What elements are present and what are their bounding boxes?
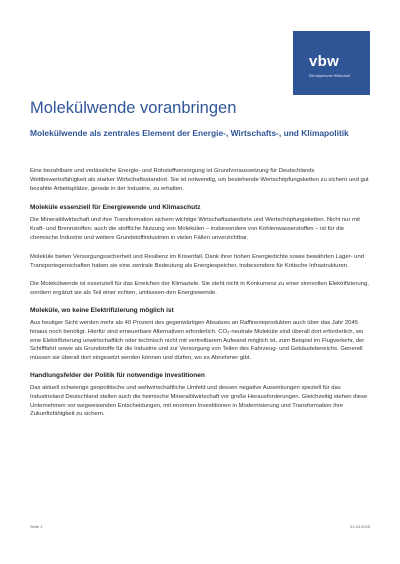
body-paragraph: Aus heutiger Sicht werden mehr als 40 Prozent des gegenwärtigen Absatzes an Raffinerieprodukten auch über das Jahr 2045 hinaus noch benötigt. Hierfür sind erneuerbare Alternativen erforderlich. CO₂-neutrale Moleküle sind überall dort erforderlich, wo eine Elektrifizierung unwirtschaftlich oder technisch nicht mit vertretbarem Aufwand möglich ist, zum Beispiel im Flugverkehr, der Schifffahrt sowie als Grundstoffe für die Industrie und zur Versorgung von Teilen des Fahrzeug- und Gebäudebereichs. Generell müssen sie überall dort eingesetzt werden können und dürfen, wo es Abnehmer gibt. <box>30 319 365 362</box>
section-heading: Moleküle, wo keine Elektrifizierung möglich ist <box>30 306 174 314</box>
body-paragraph: Moleküle bieten Versorgungssicherheit und Resilienz im Krisenfall. Dank ihrer hohen Energiedichte sowie bewährten Lager- und Transportegenschaften haben sie eine zentrale Bedeutung als Energiespeicher, insbesondere für Kritische Infrastrukturen. <box>30 253 364 269</box>
body-paragraph: Die Mineralölwirtschaft und ihre Transformation sichern wichtige Wirtschaftsstandorte und Wertschöpfungsketten. Nicht nur mit Kraft- und Brennstoffen: auch die stoffliche Nutzung von Molekülen – insbesondere von Kohlenwasserstoffen – ist für die chemische Industrie und weitere Grundstoffindustrien in vielen Fällen unverzichtbar. <box>30 217 360 241</box>
vbw-logo <box>293 31 370 95</box>
body-paragraph: Die Molekülwende ist essenziell für das Erreichen der Klimaziele. Sie steht nicht in Konkurrenz zu einer sinnvollen Elektrifizierung, sondern ergänzt sie als Teil einer echten, umfassen-den Energiewende. <box>30 281 369 297</box>
document-date: 31.03.2025 <box>349 524 370 529</box>
page-number: Seite 1 <box>30 524 43 529</box>
logo-tagline: Die bayerische Wirtschaft <box>309 74 350 78</box>
document-subtitle: Molekülwende als zentrales Element der Energie-, Wirtschafts-, und Klimapolitik <box>30 128 349 138</box>
section-heading: Handlungsfelder der Politik für notwendige Investitionen <box>30 371 205 379</box>
section-heading: Moleküle essenziell für Energiewende und Klimaschutz <box>30 204 201 212</box>
body-paragraph: Das aktuell schwierige geopolitische und weltwirtschaftliche Umfeld und dessen negative Auswirkungen speziell für das Industrieland Deutschland stellen auch die heimische Mineralölwirtschaft vor große Herausforderungen. Gleichzeitig stehen diese Unternehmen vor wegweisenden Entscheidungen, mit enormen Investitionen in Modernisierung und Transformation ihre Zukunftsfähigkeit zu sichern. <box>30 384 368 418</box>
document-body <box>30 167 370 419</box>
document-title: Molekülwende voranbringen <box>30 99 237 117</box>
intro-paragraph: Eine bezahlbare und verlässliche Energie- und Rohstoffversorgung ist Grundvoraussetzung für Deutschlands Wettbewerbsfähigkeit als starker Wirtschaftsstandort. Sie ist notwendig, um bestehende Wertschöpfungsketten zu sichern und gut bezahlte Arbeitsplätze, gerade in der Industrie, zu erhalten. <box>30 168 369 192</box>
logo-text: vbw <box>309 53 340 70</box>
